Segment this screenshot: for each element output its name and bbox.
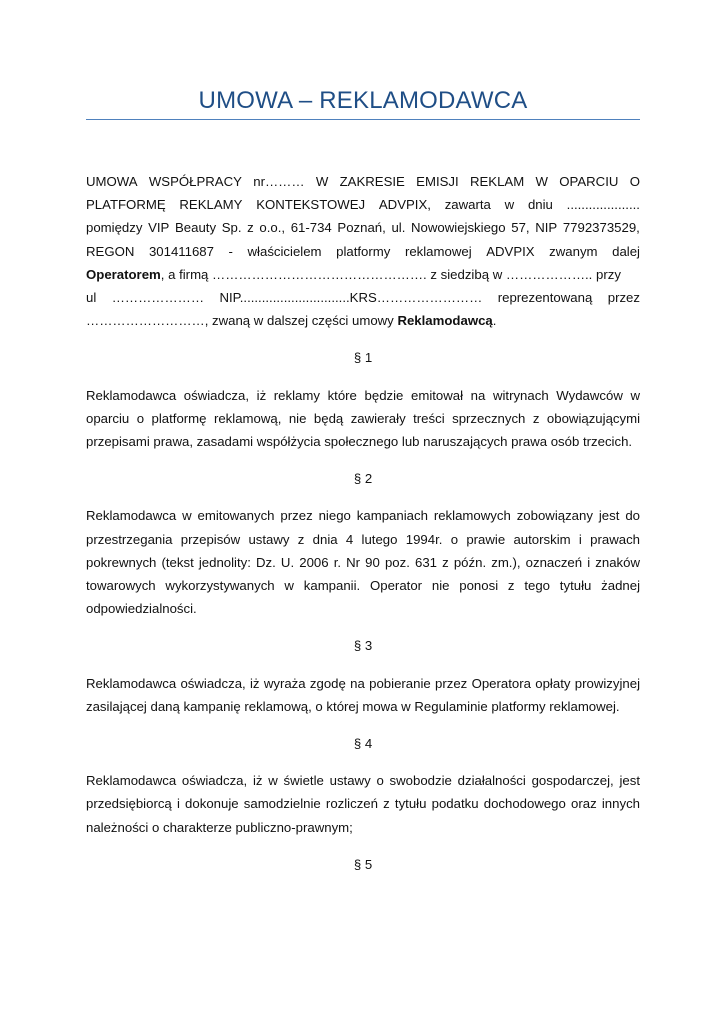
intro-line-advertiser <box>86 309 640 332</box>
intro-line-end: . <box>492 313 497 329</box>
intro-line-operator <box>86 263 640 286</box>
document-body <box>86 170 640 890</box>
intro-line-text: , a firmą …………………………………………. z siedzibą w ……………….. przy <box>160 266 621 282</box>
section-heading: § 1 <box>353 350 373 366</box>
intro-line: pomiędzy VIP Beauty Sp. z o.o., 61-734 Poznań, ul. Nowowiejskiego 57, NIP 7792373529, <box>86 220 640 236</box>
section-heading: § 4 <box>353 736 373 752</box>
operator-term: Operatorem <box>86 266 161 282</box>
intro-line: PLATFORMĘ REKLAMY KONTEKSTOWEJ ADVPIX, zawarta w dniu .................... <box>86 197 640 213</box>
section-paragraph: Reklamodawca oświadcza, iż wyraża zgodę na pobieranie przez Operatora opłaty prowizyjnej zasilającej daną kampanię reklamową, o której mowa w Regulaminie platformy reklamowej. <box>86 675 640 714</box>
intro-line-text: ………………………, zwaną w dalszej części umowy <box>86 313 398 329</box>
advertiser-term: Reklamodawcą <box>397 313 493 329</box>
section-paragraph: Reklamodawca w emitowanych przez niego kampaniach reklamowych zobowiązany jest do przestrzegania przepisów ustawy z dnia 4 lutego 1994r. o prawie autorskim i prawach pokrewnych (tekst jednolity: Dz. U. 2006 r. Nr 90 poz. 631 z późn. zm.), oznaczeń i znaków towarowych wykorzystywanych w kampanii. Operator nie ponosi z tego tytułu żadnej odpowiedzialności. <box>86 508 640 617</box>
section-heading: § 5 <box>353 856 373 872</box>
section-paragraph: Reklamodawca oświadcza, iż w świetle ustawy o swobodzie działalności gospodarczej, jest przedsiębiorcą i dokonuje samodzielnie rozliczeń z tytułu podatku dochodowego oraz innych należności o charakterze publiczno-prawnym; <box>86 773 640 835</box>
intro-line: REGON 301411687 - właścicielem platformy reklamowej ADVPIX zwanym dalej <box>86 243 640 259</box>
document-title: UMOWA – REKLAMODAWCA <box>198 87 528 114</box>
intro-line: UMOWA WSPÓŁPRACY nr……… W ZAKRESIE EMISJI REKLAM W OPARCIU O <box>86 174 640 189</box>
section-heading: § 3 <box>353 638 373 654</box>
contract-intro <box>86 170 640 332</box>
section-heading: § 2 <box>353 471 373 487</box>
intro-line: ul ………………… NIP..............................KRS…………………… reprezentowaną przez <box>86 290 640 306</box>
section-paragraph: Reklamodawca oświadcza, iż reklamy które będzie emitował na witrynach Wydawców w oparciu o platformę reklamową, nie będą zawierały treści sprzecznych z obowiązującymi przepisami prawa, zasadami współżycia społecznego lub naruszających prawa osób trzecich. <box>86 387 640 450</box>
title-divider <box>86 119 640 120</box>
